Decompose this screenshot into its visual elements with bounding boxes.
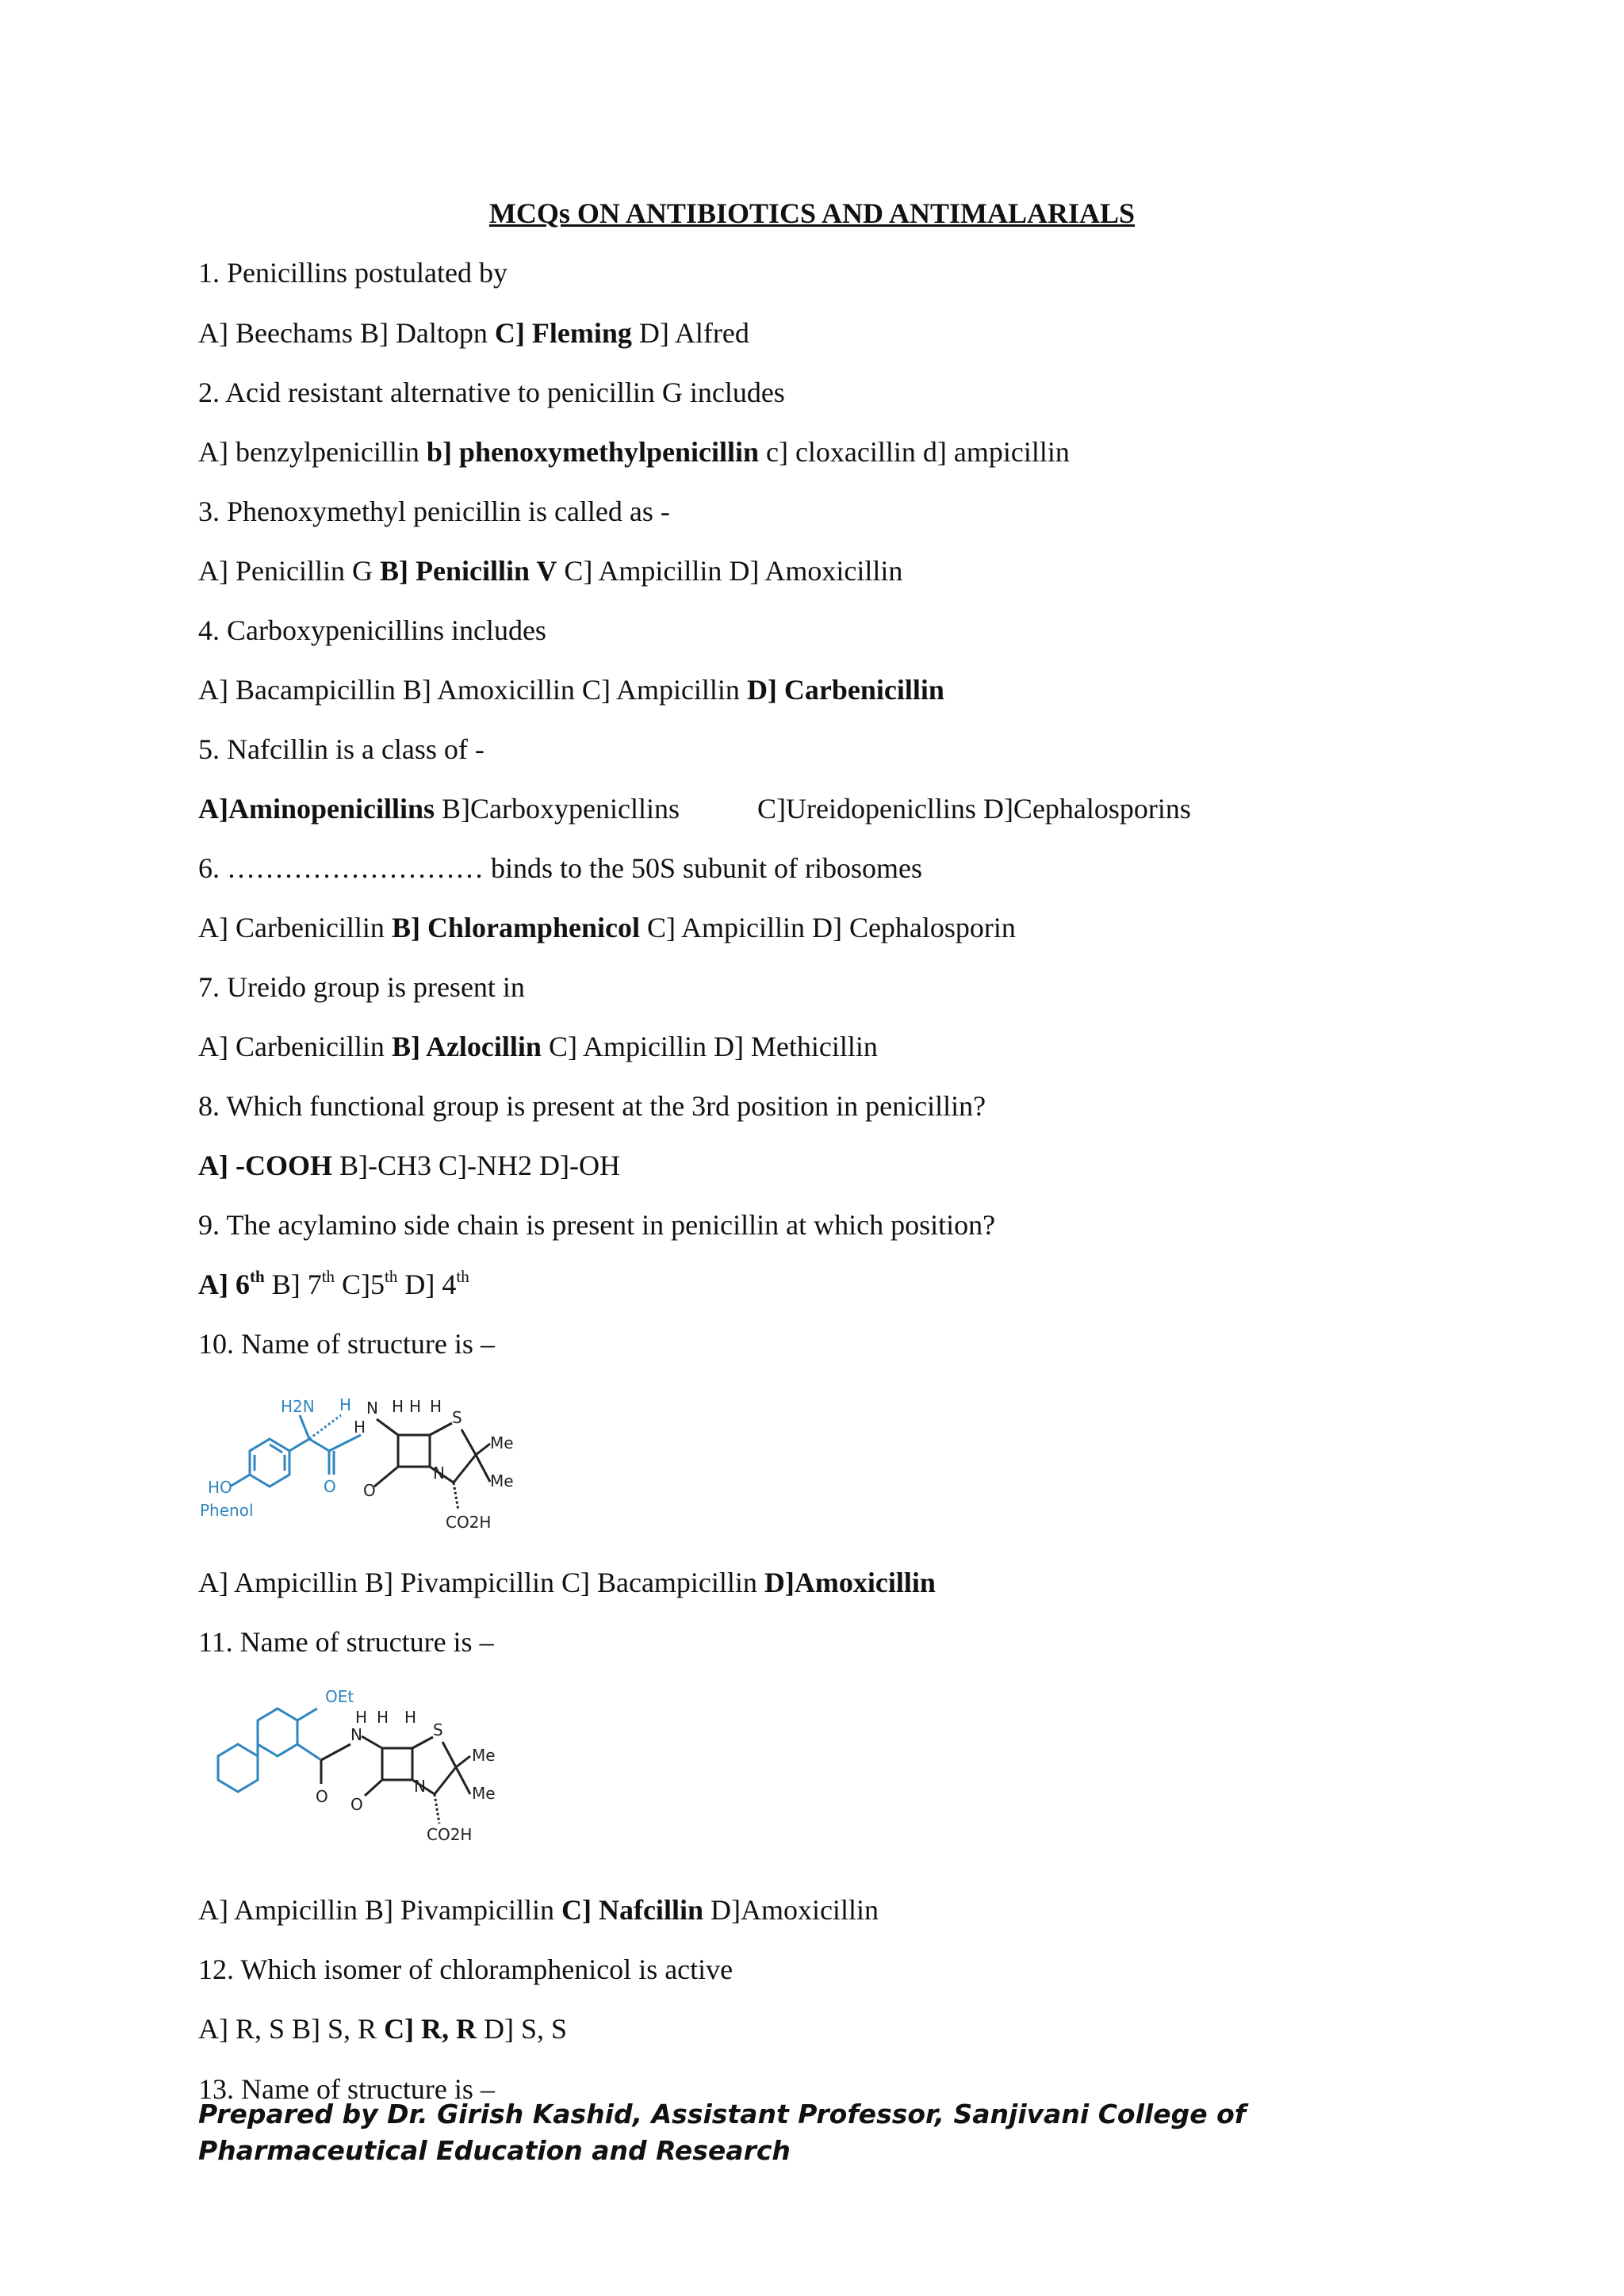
svg-text:N: N [350,1725,362,1744]
question-9: 9. The acylamino side chain is present in penicillin at which position? [198,1209,996,1241]
question-6: 6. ……………………… binds to the 50S subunit of ribosomes [198,852,923,884]
svg-text:O: O [350,1795,363,1814]
options-4 [198,672,944,707]
svg-text:HO: HO [208,1478,232,1497]
question-1: 1. Penicillins postulated by [198,257,508,289]
option-text: A] Bacampicillin B] Amoxicillin C] Ampicillin [198,674,747,706]
svg-text:Me: Me [490,1471,514,1490]
svg-text:H: H [354,1418,366,1437]
correct-answer: B] Chloramphenicol [391,912,640,943]
correct-answer: C] Fleming [494,317,632,349]
svg-text:OEt: OEt [325,1687,354,1706]
question-3: 3. Phenoxymethyl penicillin is called as - [198,496,670,527]
option-text: D] 4 [397,1269,457,1300]
svg-text:H2N: H2N [281,1397,315,1416]
correct-answer: B] Penicillin V [379,555,557,587]
option-text: A] Ampicillin B] Pivampicillin [198,1894,561,1926]
options-1 [198,316,749,350]
question-11: 11. Name of structure is – [198,1626,494,1658]
ordinal-suffix: th [321,1267,335,1286]
svg-text:N: N [414,1777,426,1796]
svg-text:H: H [392,1397,404,1416]
svg-text:N: N [433,1464,445,1483]
option-text: A] R, S B] S, R [198,2013,385,2045]
correct-answer: b] phenoxymethylpenicillin [426,436,759,468]
svg-text:H: H [404,1708,417,1727]
amoxicillin-structure-image [198,1391,563,1546]
option-text: D] S, S [477,2013,568,2045]
option-text: A] Carbenicillin [198,912,392,943]
option-text: A] Beechams [198,317,360,349]
option-text: B] Daltopn [359,317,495,349]
svg-text:O: O [363,1481,376,1500]
svg-text:Me: Me [490,1433,514,1452]
options-3 [198,553,902,588]
option-text: A] Ampicillin B] Pivampicillin C] Bacampicillin [198,1567,764,1598]
correct-answer: A] 6 [198,1269,250,1300]
svg-text:Phenol: Phenol [200,1501,254,1520]
svg-text:O: O [324,1477,336,1496]
question-8: 8. Which functional group is present at the 3rd position in penicillin? [198,1090,986,1122]
option-text: B]-CH3 C]-NH2 D]-OH [331,1150,620,1181]
svg-text:CO2H: CO2H [427,1825,473,1844]
option-text: A] Carbenicillin [198,1031,392,1062]
option-text: C] Ampicillin D] Methicillin [541,1031,878,1062]
options-11 [198,1892,879,1927]
option-text: A] Penicillin G [198,555,380,587]
correct-answer: D]Amoxicillin [764,1567,936,1598]
question-2: 2. Acid resistant alternative to penicillin G includes [198,377,785,408]
option-text: c] cloxacillin d] ampicillin [758,436,1070,468]
options-5 [198,791,1191,826]
footer-credit: Prepared by Dr. Girish Kashid, Assistant Professor, Sanjivani College of Pharmaceutical Education and Research [198,2099,1247,2166]
option-text: B]Carboxypenicllins [435,793,680,825]
svg-text:S: S [433,1720,443,1739]
svg-text:O: O [316,1787,328,1806]
question-7: 7. Ureido group is present in [198,971,525,1003]
svg-text:H: H [355,1708,368,1727]
option-text: C]5 [335,1269,385,1300]
options-7 [198,1029,878,1064]
options-6 [198,910,1016,945]
question-13: 13. Name of structure is – [198,2073,495,2105]
option-text: A] benzylpenicillin [198,436,427,468]
correct-answer: A] -COOH [198,1150,332,1181]
question-5: 5. Nafcillin is a class of - [198,733,485,765]
svg-text:CO2H: CO2H [446,1513,492,1532]
options-9 [198,1267,469,1302]
options-8 [198,1148,620,1183]
question-10: 10. Name of structure is – [198,1328,495,1360]
question-12: 12. Which isomer of chloramphenicol is active [198,1954,733,1985]
svg-text:S: S [452,1408,462,1427]
option-text: C]Ureidopenicllins D]Cephalosporins [757,793,1191,825]
ordinal-suffix: th [456,1267,469,1286]
options-12 [198,2011,567,2046]
option-text: D] Alfred [631,317,749,349]
svg-text:H: H [430,1397,442,1416]
correct-answer: D] Carbenicillin [746,674,944,706]
option-text: D]Amoxicillin [703,1894,879,1926]
question-4: 4. Carboxypenicillins includes [198,614,546,646]
option-text: C] Ampicillin D] Amoxicillin [557,555,903,587]
svg-text:N: N [366,1399,378,1418]
correct-answer: A]Aminopenicillins [198,793,435,825]
option-text: B] 7 [264,1269,322,1300]
svg-text:H: H [339,1395,352,1414]
option-text: C] Ampicillin D] Cephalosporin [639,912,1016,943]
options-10 [198,1565,936,1600]
ordinal-suffix: th [250,1267,265,1286]
nafcillin-structure-image [214,1685,547,1855]
correct-answer: C] Nafcillin [561,1894,703,1926]
svg-text:Me: Me [472,1784,496,1803]
correct-answer: C] R, R [384,2013,477,2045]
svg-text:Me: Me [472,1746,496,1765]
ordinal-suffix: th [385,1267,398,1286]
correct-answer: B] Azlocillin [391,1031,542,1062]
svg-text:H: H [409,1397,422,1416]
options-2 [198,434,1070,469]
page-title: MCQs ON ANTIBIOTICS AND ANTIMALARIALS [488,197,1136,229]
svg-text:H: H [377,1708,389,1727]
